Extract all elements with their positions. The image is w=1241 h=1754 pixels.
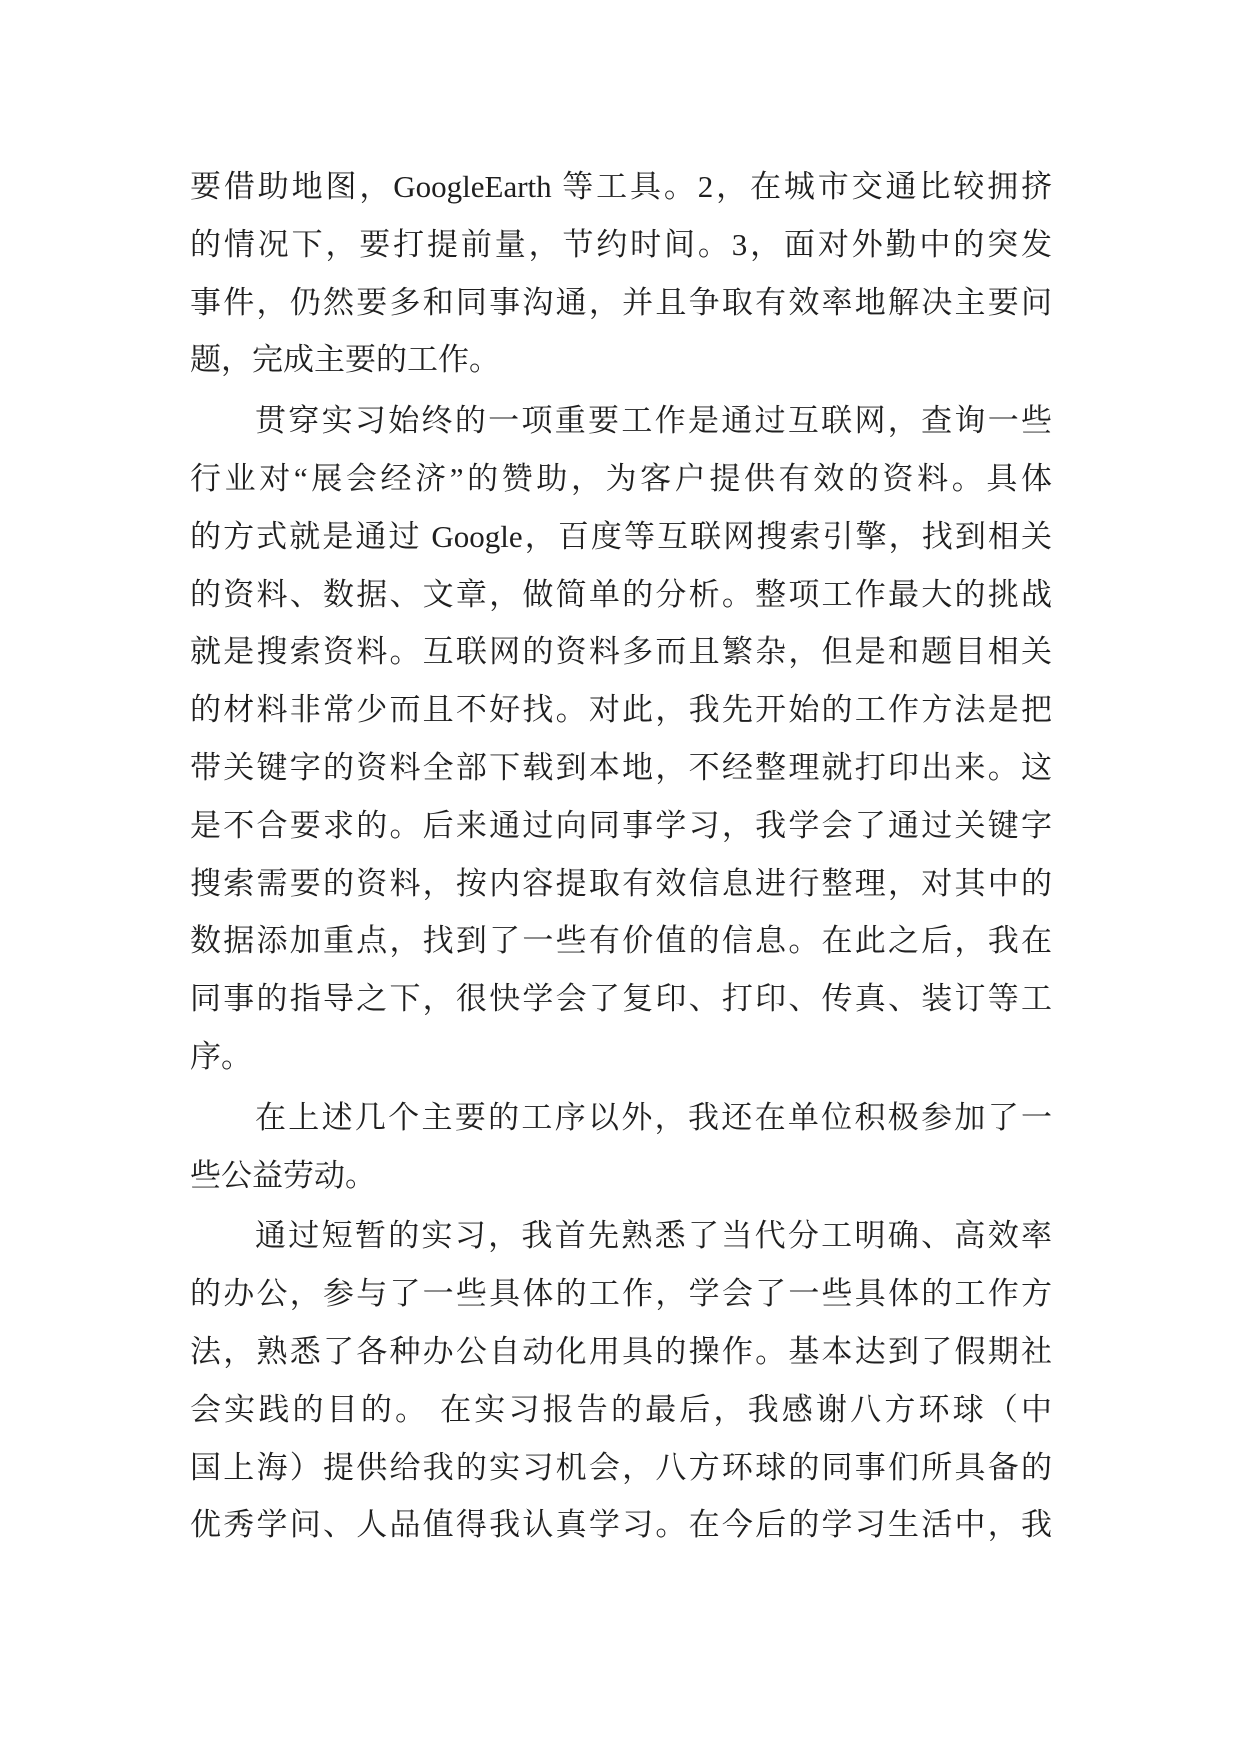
paragraph-line: 法，熟悉了各种办公自动化用具的操作。基本达到了假期社 xyxy=(190,1333,1052,1369)
paragraph-line: 行业对“展会经济”的赞助，为客户提供有效的资料。具体 xyxy=(190,460,1052,496)
paragraph-line: 贯穿实习始终的一项重要工作是通过互联网，查询一些 xyxy=(255,403,1052,439)
paragraph-line: 的资料、数据、文章，做简单的分析。整项工作最大的挑战 xyxy=(190,576,1052,612)
paragraph-line: 带关键字的资料全部下载到本地，不经整理就打印出来。这 xyxy=(190,749,1052,785)
paragraph-line: 数据添加重点，找到了一些有价值的信息。在此之后，我在 xyxy=(190,923,1052,959)
paragraph-line: 的办公，参与了一些具体的工作，学会了一些具体的工作方 xyxy=(190,1276,1052,1312)
paragraph-line: 会实践的目的。 在实习报告的最后，我感谢八方环球（中 xyxy=(190,1391,1052,1427)
paragraph-line: 优秀学问、人品值得我认真学习。在今后的学习生活中，我 xyxy=(190,1507,1052,1543)
paragraph-line: 在上述几个主要的工序以外，我还在单位积极参加了一 xyxy=(255,1099,1052,1135)
paragraph-line: 的情况下，要打提前量，节约时间。3，面对外勤中的突发 xyxy=(190,226,1052,262)
paragraph-line: 是不合要求的。后来通过向同事学习，我学会了通过关键字 xyxy=(190,807,1052,843)
paragraph-line: 些公益劳动。 xyxy=(190,1157,376,1193)
paragraph-line: 的方式就是通过 Google，百度等互联网搜索引擎，找到相关 xyxy=(190,518,1052,554)
paragraph-line: 的材料非常少而且不好找。对此，我先开始的工作方法是把 xyxy=(190,692,1052,728)
paragraph-line: 搜索需要的资料，按内容提取有效信息进行整理，对其中的 xyxy=(190,865,1052,901)
body-text xyxy=(190,158,1052,1554)
paragraph-line: 事件，仍然要多和同事沟通，并且争取有效率地解决主要问 xyxy=(190,284,1052,320)
paragraph-line: 同事的指导之下，很快学会了复印、打印、传真、装订等工 xyxy=(190,981,1052,1017)
paragraph-line: 国上海）提供给我的实习机会，八方环球的同事们所具备的 xyxy=(190,1449,1052,1485)
paragraph xyxy=(190,158,1052,389)
paragraph-line: 序。 xyxy=(190,1038,252,1074)
paragraph-line: 要借助地图，GoogleEarth 等工具。2，在城市交通比较拥挤 xyxy=(190,169,1052,204)
paragraph-line: 题，完成主要的工作。 xyxy=(190,342,500,378)
paragraph xyxy=(190,1207,1052,1554)
paragraph xyxy=(190,1089,1052,1205)
paragraph-line: 就是搜索资料。互联网的资料多而且繁杂，但是和题目相关 xyxy=(190,634,1052,670)
paragraph xyxy=(190,392,1052,1086)
paragraph-line: 通过短暂的实习，我首先熟悉了当代分工明确、高效率 xyxy=(255,1218,1052,1254)
